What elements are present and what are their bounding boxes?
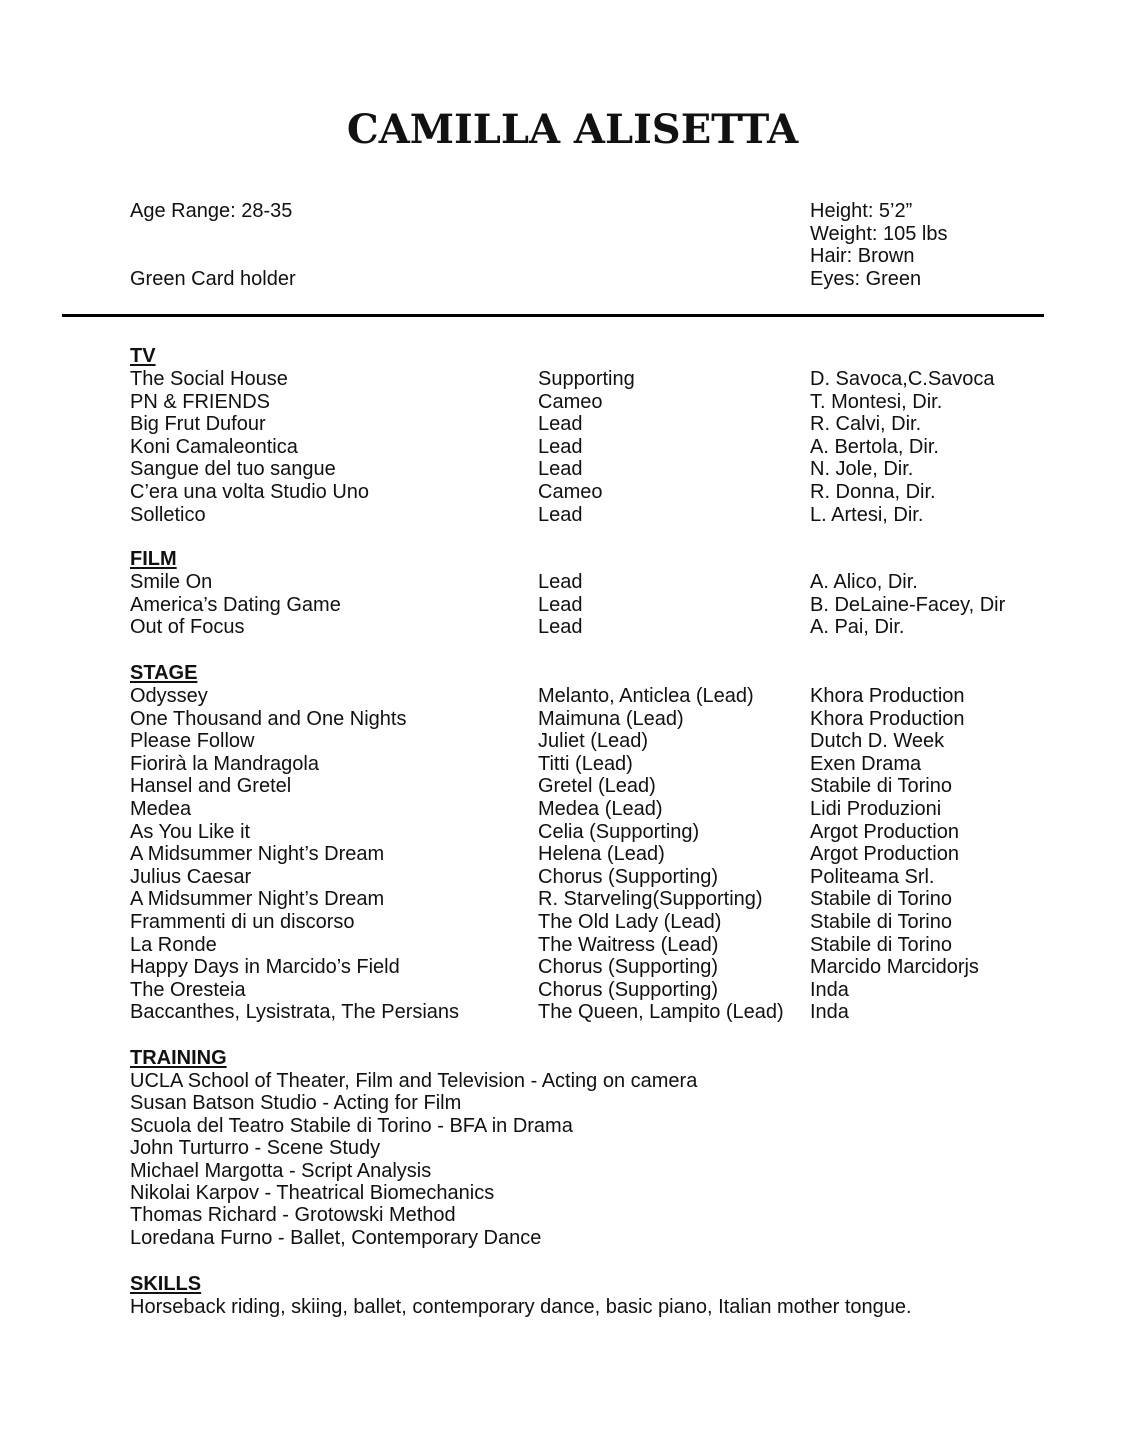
credit-row [130, 821, 1090, 844]
credit-title: PN & FRIENDS [130, 390, 271, 413]
credit-row [130, 911, 1090, 934]
credit-role: Lead [538, 458, 583, 481]
credit-title: Happy Days in Marcido’s Field [130, 956, 400, 979]
credit-director: Stabile di Torino [810, 775, 952, 798]
credit-row [130, 979, 1090, 1002]
credit-title: La Ronde [130, 933, 217, 956]
tv-heading: TV [130, 345, 156, 367]
credit-row [130, 708, 1090, 731]
credit-title: Odyssey [130, 685, 208, 707]
credit-role: Chorus (Supporting) [538, 865, 719, 888]
credit-title: Fiorirà la Mandragola [130, 752, 319, 775]
credit-director: Dutch D. Week [810, 730, 945, 753]
credit-director: T. Montesi, Dir. [810, 390, 943, 413]
credit-director: Stabile di Torino [810, 910, 952, 933]
credit-role: Lead [538, 616, 583, 639]
credit-row [130, 413, 1090, 436]
credit-row [130, 391, 1090, 414]
training-list [130, 1070, 697, 1249]
credit-title: Solletico [130, 503, 206, 526]
credit-title: Big Frut Dufour [130, 413, 266, 436]
credit-role: Lead [538, 413, 583, 436]
credit-row [130, 458, 1090, 481]
credit-director: A. Bertola, Dir. [810, 435, 939, 458]
credit-role: Lead [538, 593, 583, 616]
skills-heading: SKILLS [130, 1273, 202, 1295]
credit-director: Inda [810, 978, 849, 1001]
credit-director: L. Artesi, Dir. [810, 503, 924, 526]
training-item: Loredana Furno - Ballet, Contemporary Dance [130, 1226, 542, 1249]
credit-director: Lidi Produzioni [810, 797, 942, 820]
credit-title: Julius Caesar [130, 865, 252, 888]
credit-title: Medea [130, 797, 192, 820]
credit-title: Out of Focus [130, 616, 245, 639]
credit-role: Gretel (Lead) [538, 775, 656, 798]
stage-credits [130, 685, 1090, 1024]
credit-role: Chorus (Supporting) [538, 956, 719, 979]
credit-title: Baccanthes, Lysistrata, The Persians [130, 1001, 460, 1024]
credit-role: Chorus (Supporting) [538, 978, 719, 1001]
credit-row [130, 753, 1090, 776]
credit-role: Cameo [538, 480, 603, 503]
credit-title: The Social House [130, 368, 288, 390]
credit-row [130, 594, 1090, 617]
credit-row [130, 798, 1090, 821]
credit-title: Koni Camaleontica [130, 435, 298, 458]
credit-role: The Waitress (Lead) [538, 933, 719, 956]
credit-row [130, 368, 1090, 391]
credit-director: Inda [810, 1001, 849, 1024]
credit-row [130, 1001, 1090, 1024]
training-heading: TRAINING [130, 1047, 227, 1069]
credit-title: As You Like it [130, 820, 251, 843]
credit-director: R. Donna, Dir. [810, 480, 936, 503]
credit-role: Supporting [538, 368, 635, 390]
credit-director: B. DeLaine-Facey, Dir [810, 593, 1006, 616]
resume-name: CAMILLA ALISETTA [346, 106, 799, 153]
credit-director: Politeama Srl. [810, 865, 935, 888]
credit-row [130, 685, 1090, 708]
credit-row [130, 934, 1090, 957]
credit-director: A. Alico, Dir. [810, 571, 918, 593]
credit-role: Maimuna (Lead) [538, 707, 684, 730]
credit-role: Cameo [538, 390, 603, 413]
training-item: Susan Batson Studio - Acting for Film [130, 1092, 462, 1115]
credit-role: The Queen, Lampito (Lead) [538, 1001, 784, 1024]
credit-role: The Old Lady (Lead) [538, 910, 722, 933]
credit-row [130, 481, 1090, 504]
credit-title: Frammenti di un discorso [130, 910, 355, 933]
credit-title: Hansel and Gretel [130, 775, 292, 798]
credit-title: A Midsummer Night’s Dream [130, 843, 385, 866]
credit-title: C’era una volta Studio Uno [130, 480, 370, 503]
training-item: Thomas Richard - Grotowski Method [130, 1204, 456, 1227]
film-credits [130, 571, 1090, 639]
credit-role: Celia (Supporting) [538, 820, 700, 843]
skills-text: Horseback riding, skiing, ballet, contemporary dance, basic piano, Italian mother tongue. [130, 1296, 912, 1318]
credit-director: Stabile di Torino [810, 888, 952, 911]
training-item: Michael Margotta - Script Analysis [130, 1159, 432, 1182]
stage-heading: STAGE [130, 662, 198, 684]
credit-director: Khora Production [810, 685, 965, 707]
eyes: Eyes: Green [810, 268, 922, 290]
training-item: Nikolai Karpov - Theatrical Biomechanics [130, 1181, 495, 1204]
header-divider [62, 314, 1044, 317]
credit-row [130, 571, 1090, 594]
credit-director: Khora Production [810, 707, 965, 730]
tv-credits [130, 368, 1090, 526]
age-range: Age Range: 28-35 [130, 200, 293, 222]
credit-role: Lead [538, 435, 583, 458]
training-item: John Turturro - Scene Study [130, 1137, 381, 1160]
film-heading: FILM [130, 548, 177, 570]
credit-director: A. Pai, Dir. [810, 616, 905, 639]
training-item: UCLA School of Theater, Film and Television - Acting on camera [130, 1070, 698, 1092]
credit-director: Marcido Marcidorjs [810, 956, 979, 979]
credit-row [130, 888, 1090, 911]
credit-row [130, 866, 1090, 889]
credit-director: Argot Production [810, 843, 959, 866]
credit-row [130, 436, 1090, 459]
credit-row [130, 616, 1090, 639]
credit-director: D. Savoca,C.Savoca [810, 368, 995, 390]
credit-role: Juliet (Lead) [538, 730, 649, 753]
credit-role: Helena (Lead) [538, 843, 665, 866]
credit-row [130, 504, 1090, 527]
credit-title: The Oresteia [130, 978, 246, 1001]
credit-row [130, 775, 1090, 798]
credit-title: A Midsummer Night’s Dream [130, 888, 385, 911]
credit-role: Titti (Lead) [538, 752, 633, 775]
credit-row [130, 843, 1090, 866]
credit-row [130, 730, 1090, 753]
credit-title: Please Follow [130, 730, 255, 753]
credit-director: Exen Drama [810, 752, 922, 775]
training-item: Scuola del Teatro Stabile di Torino - BFA in Drama [130, 1114, 573, 1137]
credit-role: Lead [538, 571, 583, 593]
credit-title: America’s Dating Game [130, 593, 341, 616]
credit-role: Melanto, Anticlea (Lead) [538, 685, 754, 707]
credit-role: R. Starveling(Supporting) [538, 888, 763, 911]
credit-director: Argot Production [810, 820, 959, 843]
credit-row [130, 956, 1090, 979]
credit-title: Sangue del tuo sangue [130, 458, 336, 481]
work-status: Green Card holder [130, 268, 296, 290]
credit-director: Stabile di Torino [810, 933, 952, 956]
credit-director: R. Calvi, Dir. [810, 413, 922, 436]
credit-title: Smile On [130, 571, 213, 593]
hair: Hair: Brown [810, 245, 915, 267]
weight: Weight: 105 lbs [810, 223, 948, 245]
credit-role: Medea (Lead) [538, 797, 663, 820]
credit-title: One Thousand and One Nights [130, 707, 407, 730]
height: Height: 5’2” [810, 200, 913, 222]
credit-director: N. Jole, Dir. [810, 458, 914, 481]
credit-role: Lead [538, 503, 583, 526]
